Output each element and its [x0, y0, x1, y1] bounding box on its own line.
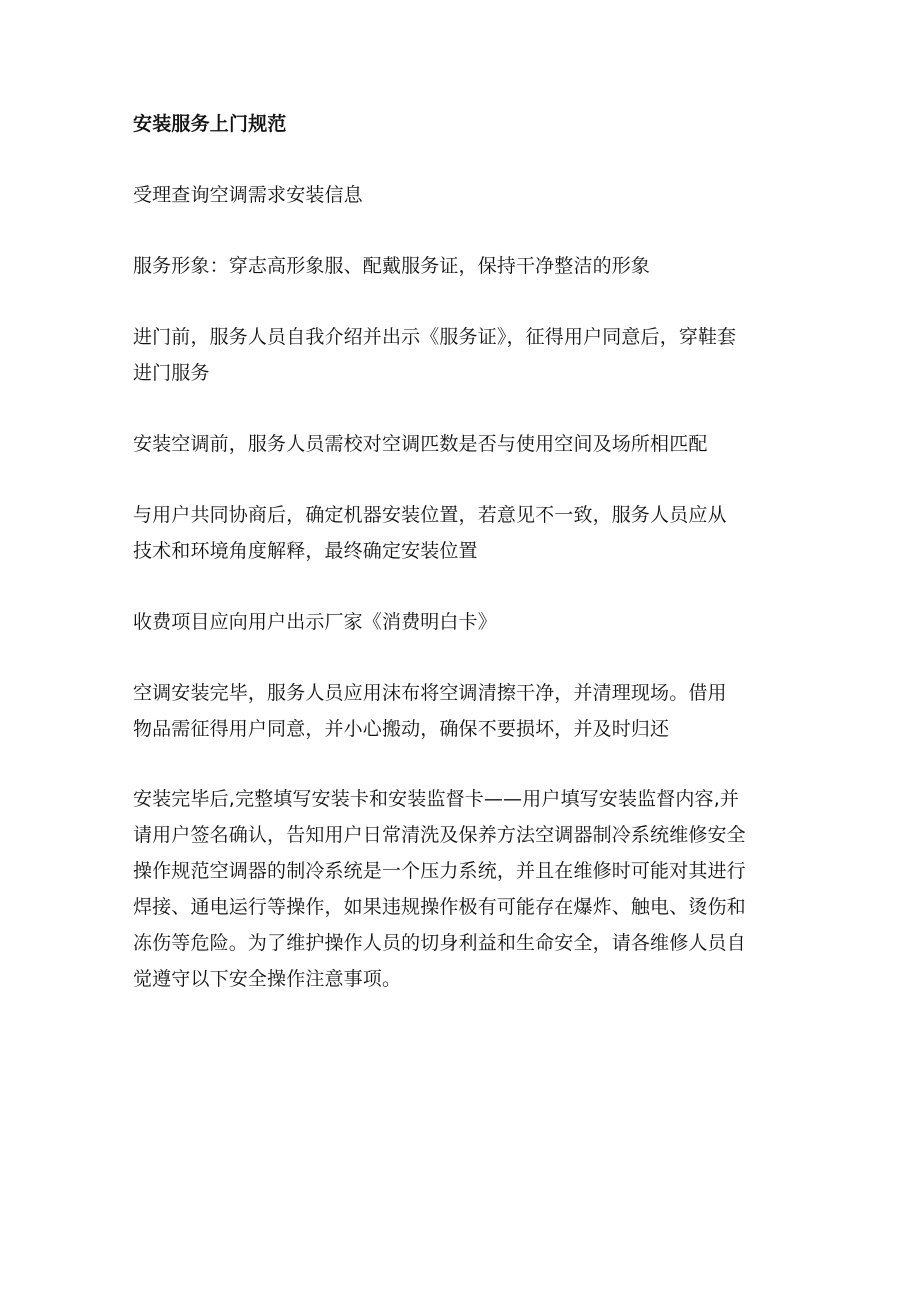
paragraph-completion-safety — [133, 781, 793, 997]
paragraph-line: 焊接、通电运行等操作，如果违规操作极有可能存在爆炸、触电、烫伤和 — [133, 896, 746, 918]
paragraph-line: 安装完毕后,完整填写安装卡和安装监督卡——用户填写安装监督内容,并 — [133, 788, 740, 810]
paragraph-cleanup — [133, 675, 793, 747]
paragraph-installation-position — [133, 497, 793, 569]
paragraph-line: 操作规范空调器的制冷系统是一个压力系统，并且在维修时可能对其进行 — [133, 860, 746, 882]
paragraph-line: 物品需征得用户同意，并小心搬动，确保不要损坏，并及时归还 — [133, 718, 670, 740]
paragraph-line: 技术和环境角度解释，最终确定安装位置 — [133, 540, 478, 562]
paragraph-line: 收费项目应向用户出示厂家《消费明白卡》 — [133, 611, 497, 633]
paragraph-line: 觉遵守以下安全操作注意事项。 — [133, 968, 402, 990]
document-body — [133, 106, 793, 1032]
paragraph-line: 与用户共同协商后，确定机器安装位置，若意见不一致，服务人员应从 — [133, 504, 727, 526]
paragraph-inquiry — [133, 177, 793, 213]
paragraph-line: 空调安装完毕，服务人员应用沫布将空调清擦干净，并清理现场。借用 — [133, 682, 727, 704]
paragraph-service-image — [133, 248, 793, 284]
paragraph-line: 安装空调前，服务人员需校对空调匹数是否与使用空间及场所相匹配 — [133, 433, 708, 455]
paragraph-line: 服务形象：穿志高形象服、配戴服务证，保持干净整洁的形象 — [133, 255, 651, 277]
paragraph-line: 请用户签名确认，告知用户日常清洗及保养方法空调器制冷系统维修安全 — [133, 824, 746, 846]
paragraph-entering-home — [133, 319, 793, 391]
paragraph-fee-card — [133, 604, 793, 640]
paragraph-line: 进门前，服务人员自我介绍并出示《服务证》，征得用户同意后，穿鞋套 — [133, 326, 737, 348]
paragraph-line: 冻伤等危险。为了维护操作人员的切身利益和生命安全，请各维修人员自 — [133, 932, 746, 954]
paragraph-capacity-check — [133, 426, 793, 462]
paragraph-line: 受理查询空调需求安装信息 — [133, 184, 363, 206]
paragraph-line: 进门服务 — [133, 362, 210, 384]
document-title: 安装服务上门规范 — [133, 113, 287, 135]
